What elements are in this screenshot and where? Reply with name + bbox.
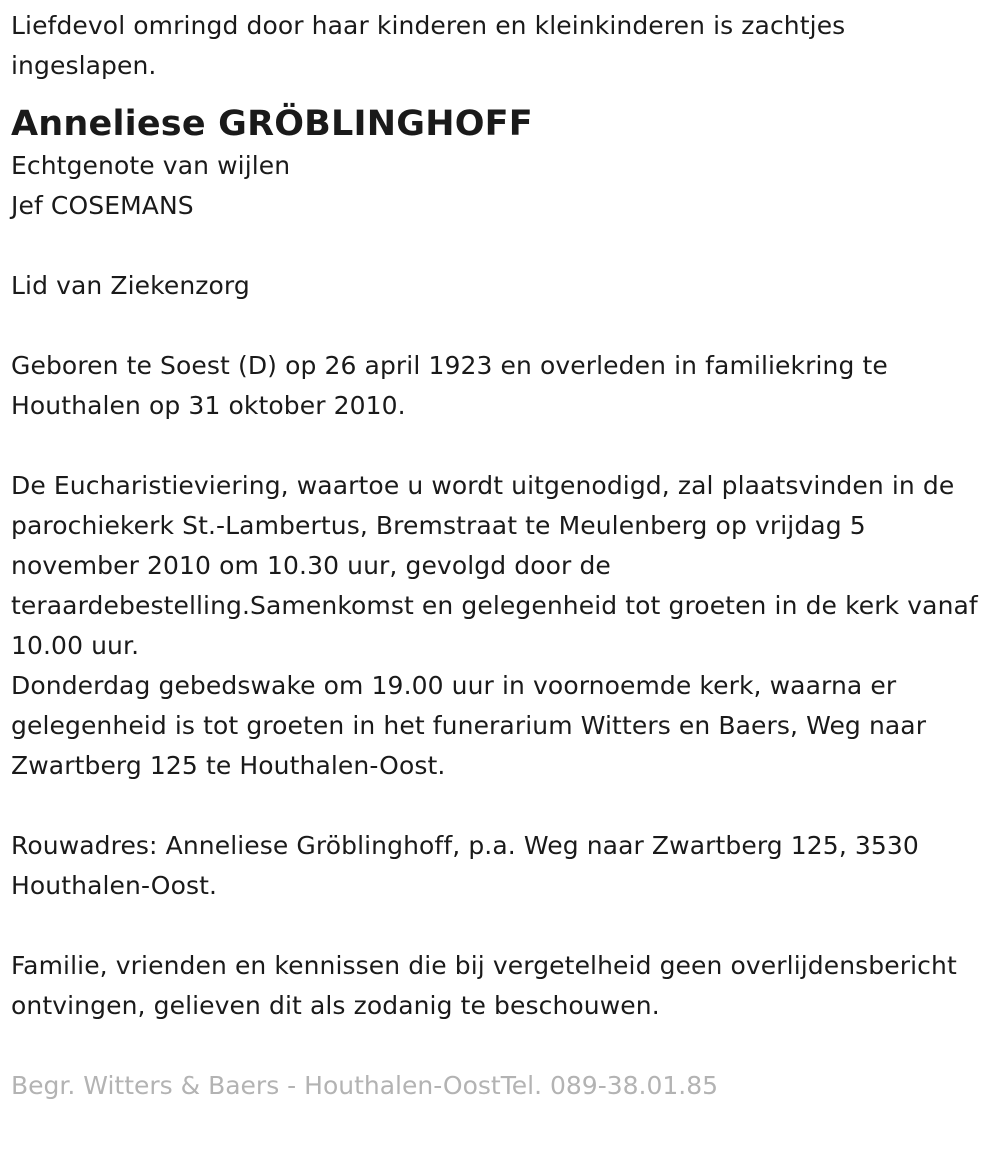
funeral-home-footer: Begr. Witters & Baers - Houthalen-OostTel. 089-38.01.85 <box>11 1071 719 1100</box>
spacer <box>11 786 991 826</box>
spacer <box>11 426 991 466</box>
wake-text: Donderdag gebedswake om 19.00 uur in voornoemde kerk, waarna er gelegenheid is tot groeten in het funerarium Witters en Baers, Weg naar Zwartberg 125 te Houthalen-Oost. <box>11 671 927 780</box>
membership-text: Lid van Ziekenzorg <box>11 271 250 300</box>
ceremony-text: De Eucharistieviering, waartoe u wordt uitgenodigd, zal plaatsvinden in de parochiekerk St.-Lambertus, Bremstraat te Meulenberg op vrijdag 5 november 2010 om 10.30 uur, gevolgd door de teraardebestelling.Samenkomst en gelegenheid tot groeten in de kerk vanaf 10.00 uur. <box>11 471 978 660</box>
birth-death-text: Geboren te Soest (D) op 26 april 1923 en overleden in familiekring te Houthalen op 31 oktober 2010. <box>11 351 888 420</box>
intro-text: Liefdevol omringd door haar kinderen en kleinkinderen is zachtjes ingeslapen. <box>11 11 846 80</box>
spouse-line-1: Echtgenote van wijlen <box>11 151 291 180</box>
family-note: Familie, vrienden en kennissen die bij vergetelheid geen overlijdensbericht ontvingen, gelieven dit als zodanig te beschouwen. <box>11 951 957 1020</box>
spacer <box>11 906 991 946</box>
spacer <box>11 306 991 346</box>
condolence-address: Rouwadres: Anneliese Gröblinghoff, p.a. Weg naar Zwartberg 125, 3530 Houthalen-Oost. <box>11 831 919 900</box>
spouse-line-2: Jef COSEMANS <box>11 191 194 220</box>
spacer <box>11 1026 991 1066</box>
spacer <box>11 226 991 266</box>
deceased-name: Anneliese GRÖBLINGHOFF <box>11 104 533 144</box>
obituary-notice <box>11 0 991 1106</box>
